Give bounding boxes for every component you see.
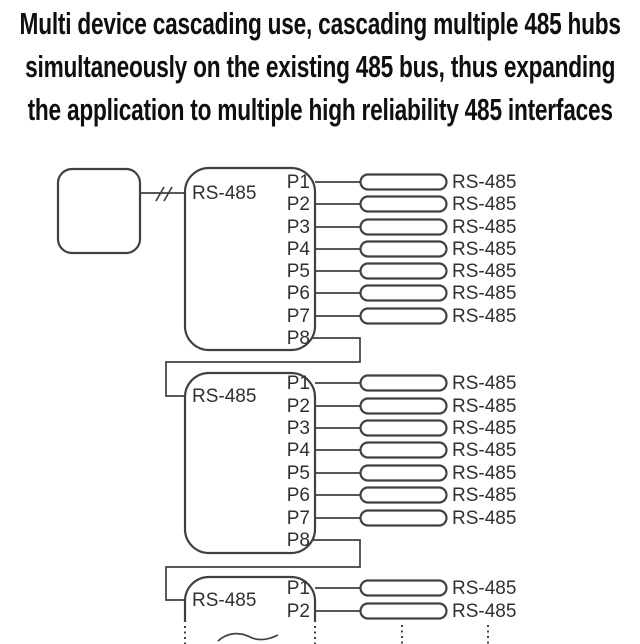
hub-2-device-label: RS-485 xyxy=(452,508,517,529)
hub-1-device-label: RS-485 xyxy=(452,261,517,282)
hub-2-device-label: RS-485 xyxy=(452,440,517,461)
hub-2-device-pill xyxy=(361,488,447,503)
hub-2-device-pill xyxy=(361,443,447,458)
hub-2-port-label: P1 xyxy=(286,373,310,394)
hub-1-device-label: RS-485 xyxy=(452,283,517,304)
hub-2-device-label: RS-485 xyxy=(452,396,517,417)
hub-1-label: RS-485 xyxy=(192,183,257,204)
hub-1-port-label: P5 xyxy=(286,261,310,282)
hub-1-port-label: P4 xyxy=(286,239,310,260)
hub-1-device-pill xyxy=(361,242,447,257)
hub-1-device-label: RS-485 xyxy=(452,172,517,193)
hub-1-device-pill xyxy=(361,286,447,301)
master-device-box xyxy=(58,169,140,253)
hub-3-device-label: RS-485 xyxy=(452,601,517,622)
title-line-2: simultaneously on the existing 485 bus, thus expanding xyxy=(25,49,616,84)
hub-3-device-pill xyxy=(361,604,447,619)
hub-2-device-pill xyxy=(361,421,447,436)
hub-2-port-label: P2 xyxy=(286,396,310,417)
hub-1-port-label: P8 xyxy=(286,328,310,349)
hub-1-port-label: P1 xyxy=(286,172,310,193)
hub-2-device-pill xyxy=(361,511,447,526)
hub-3 xyxy=(185,577,516,641)
hub-1-port-label: P6 xyxy=(286,283,310,304)
hub-1-device-label: RS-485 xyxy=(452,217,517,238)
hub-1-port-label: P7 xyxy=(286,306,310,327)
hub-3-port-label: P2 xyxy=(286,601,310,622)
title-line-1: Multi device cascading use, cascading multiple 485 hubs xyxy=(19,6,621,41)
hub-3-label: RS-485 xyxy=(192,590,257,611)
hub-1-device-label: RS-485 xyxy=(452,194,517,215)
hub-3-truncation-squiggle xyxy=(218,634,278,641)
hub-1-device-pill xyxy=(361,220,447,235)
title-line-3: the application to multiple high reliability 485 interfaces xyxy=(27,92,613,127)
hub-1-device-pill xyxy=(361,175,447,190)
hub-2-port-label: P5 xyxy=(286,463,310,484)
hub-2-port-label: P4 xyxy=(286,440,310,461)
hub-2-device-label: RS-485 xyxy=(452,463,517,484)
hub-2-device-pill xyxy=(361,376,447,391)
hub-1-port-label: P3 xyxy=(286,217,310,238)
bus-break-icon xyxy=(156,187,172,201)
hub-2-device-pill xyxy=(361,466,447,481)
hub-2-device-pill xyxy=(361,399,447,414)
hub-1-device-pill xyxy=(361,264,447,279)
hub-2-port-label: P8 xyxy=(286,530,310,551)
hub-2-port-label: P3 xyxy=(286,418,310,439)
hub-3-port-label: P1 xyxy=(286,578,310,599)
hub-2-port-label: P6 xyxy=(286,485,310,506)
hub-3-device-label: RS-485 xyxy=(452,578,517,599)
hub-2-device-label: RS-485 xyxy=(452,373,517,394)
hub-1 xyxy=(185,168,516,350)
hub-1-device-label: RS-485 xyxy=(452,239,517,260)
hub-1-device-label: RS-485 xyxy=(452,306,517,327)
hub-2-device-label: RS-485 xyxy=(452,485,517,506)
hub-1-device-pill xyxy=(361,309,447,324)
hub-1-port-label: P2 xyxy=(286,194,310,215)
hub-1-device-pill xyxy=(361,197,447,212)
hub-2-device-label: RS-485 xyxy=(452,418,517,439)
hub-2-label: RS-485 xyxy=(192,386,257,407)
hub-2 xyxy=(185,373,516,553)
hub-2-port-label: P7 xyxy=(286,508,310,529)
hub-3-device-pill xyxy=(361,581,447,596)
